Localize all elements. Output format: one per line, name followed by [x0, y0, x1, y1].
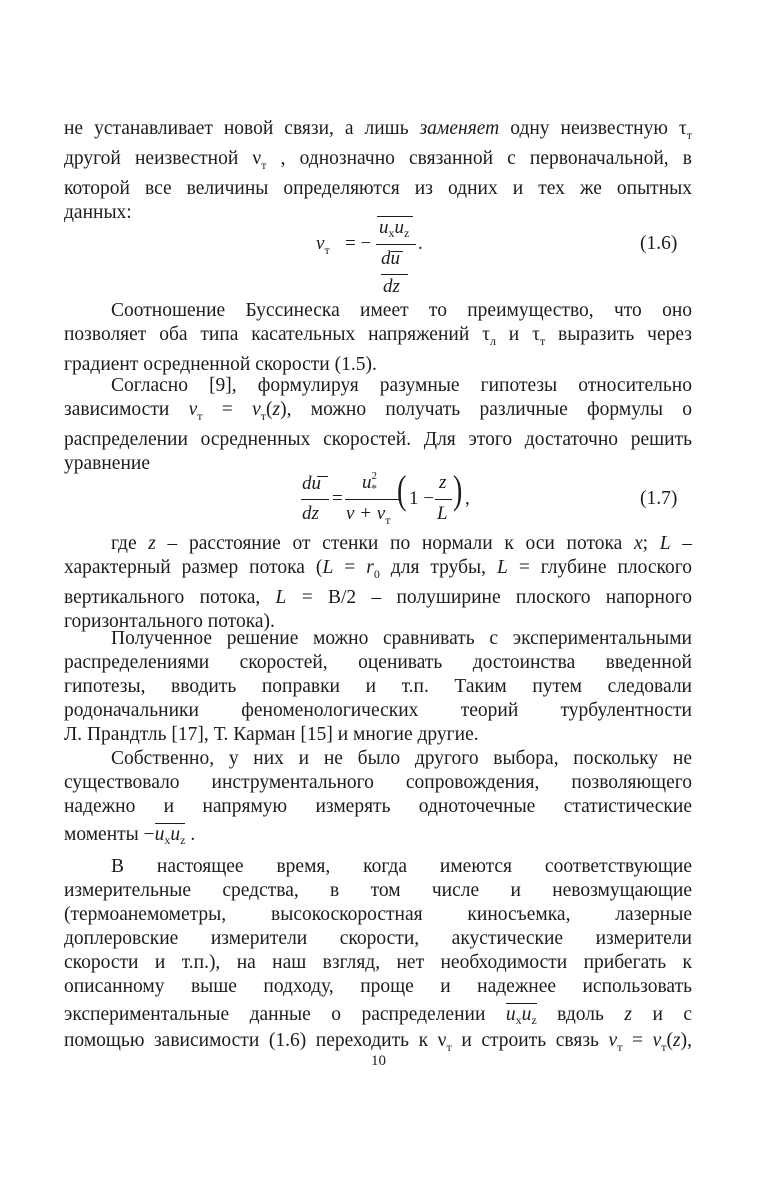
- paragraph-2: [64, 299, 692, 377]
- eq17-frac-bar-3: [435, 499, 452, 500]
- p3-line-4: уравнение: [64, 452, 150, 474]
- p7-moment-overbar: $u_xu_z$: [505, 1004, 537, 1027]
- p1-line-4: данных:: [64, 201, 132, 223]
- eq16-den-dz: dz: [383, 276, 400, 297]
- paragraph-1: [64, 117, 692, 225]
- p5-line-1: Полученное решение можно сравнивать с экспериментальными: [111, 628, 692, 649]
- eq16-lhs: $\nu_т$: [316, 233, 330, 257]
- eq17-du: du: [302, 473, 321, 494]
- eq16-inner-bar: [381, 274, 408, 275]
- eq17-L: L: [437, 503, 448, 524]
- p2-line-2: позволяет оба типа касательных напряжений $\tau_л$ и $\tau_т$ выразить через: [64, 324, 692, 348]
- eq16-number: (1.6): [640, 233, 678, 254]
- p4-line-3: вертикального потока, L = B/2 – полуширине плоского напорного: [64, 586, 692, 608]
- eq17-u-star: $u^2_*$: [362, 470, 377, 495]
- paragraph-6: [64, 747, 692, 847]
- eq17-left-paren: (: [396, 467, 407, 512]
- p7-line-2: измерительные средства, в том числе и невозмущающие: [64, 880, 692, 901]
- p1-line-1: не устанавливает новой связи, а лишь заменяет одну неизвестную $\tau_т$: [64, 118, 692, 142]
- p7-line-1: В настоящее время, когда имеются соответствующие: [111, 856, 692, 877]
- eq17-one-minus: 1 −: [409, 488, 434, 509]
- paragraph-3: [64, 374, 692, 476]
- p2-line-3: градиент осредненной скорости (1.5).: [64, 353, 377, 375]
- eq16-den-du: du: [381, 248, 400, 269]
- paragraph-5: [64, 627, 692, 747]
- paragraph-4: [64, 532, 692, 634]
- p6-line-4: моменты $-u_xu_z$ .: [64, 824, 196, 847]
- eq17-z: z: [439, 472, 447, 493]
- p7-line-5: скорости и т.п.), на наш взгляд, нет необходимости прибегать к: [64, 952, 692, 973]
- eq17-denominator: $\nu + \nu_т$: [346, 503, 391, 527]
- p7-line-4: доплеровские измерители скорости, акустические измерители: [64, 928, 692, 949]
- p6-line-2: существовало инструментального сопровождения, позволяющего: [64, 772, 692, 793]
- p5-line-5: Л. Прандтль [17], Т. Карман [15] и многие другие.: [64, 724, 479, 745]
- p1-line-2: другой неизвестной $\nu_т$ , однозначно связанной с первоначальной, в: [64, 147, 692, 172]
- eq17-frac-bar-2: [345, 499, 400, 500]
- eq16-numerator: $u_xu_z$: [379, 217, 410, 240]
- p6-line-3: надежно и напрямую измерять одноточечные статистические: [64, 796, 692, 817]
- eq17-equals: =: [332, 488, 343, 509]
- eq17-frac-bar-1: [301, 499, 329, 500]
- eq17-right-paren: ): [452, 467, 463, 512]
- eq17-dz: dz: [302, 503, 319, 524]
- p7-line-3: (термоанемометры, высокоскоростная киносъемка, лазерные: [64, 904, 692, 925]
- p4-line-2: характерный размер потока ($L = r_0$ для трубы, L = глубине плоского: [64, 557, 692, 581]
- p3-line-3: распределении осредненных скоростей. Для этого достаточно решить: [64, 428, 692, 450]
- p7-line-6: описанному выше подходу, проще и надежнее использовать: [64, 976, 692, 997]
- eq16-equals: = −: [345, 233, 372, 254]
- p5-line-4: родоначальники феноменологических теорий турбулентности: [64, 700, 692, 721]
- paragraph-7: [64, 855, 692, 1053]
- eq17-comma: ,: [465, 488, 470, 509]
- p7-line-8: помощью зависимости (1.6) переходить к $\nu_т$ и строить связь $\nu_т = \nu_т(z)$,: [64, 1030, 693, 1054]
- p5-line-2: распределениями скоростей, оценивать достоинства введенной: [64, 652, 692, 673]
- page-number: 10: [371, 1053, 386, 1069]
- p7-line-7: экспериментальные данные о распределении $u_xu_z$ вдоль z и с: [64, 1004, 693, 1027]
- eq16-fraction-bar: [376, 244, 416, 245]
- p6-line-1: Собственно, у них и не было другого выбора, поскольку не: [111, 748, 692, 769]
- eq17-number: (1.7): [640, 488, 678, 509]
- p4-line-4: горизонтального потока).: [64, 610, 275, 632]
- p5-line-3: гипотезы, вводить поправки и т.п. Таким путем следовали: [64, 676, 692, 697]
- p4-line-1: где z – расстояние от стенки по нормали к оси потока x; L –: [111, 533, 692, 554]
- eq16-dot: .: [418, 233, 423, 254]
- p3-line-1: Согласно [9], формулируя разумные гипотезы относительно: [111, 375, 692, 396]
- p2-line-1: Соотношение Буссинеска имеет то преимущество, что оно: [111, 300, 692, 321]
- p3-line-2: зависимости $\nu_т = \nu_т(z)$, можно получать различные формулы о: [64, 399, 693, 423]
- p1-line-3: которой все величины определяются из одних и тех же опытных: [64, 177, 692, 199]
- p6-moment-overbar: $u_xu_z$: [154, 824, 186, 847]
